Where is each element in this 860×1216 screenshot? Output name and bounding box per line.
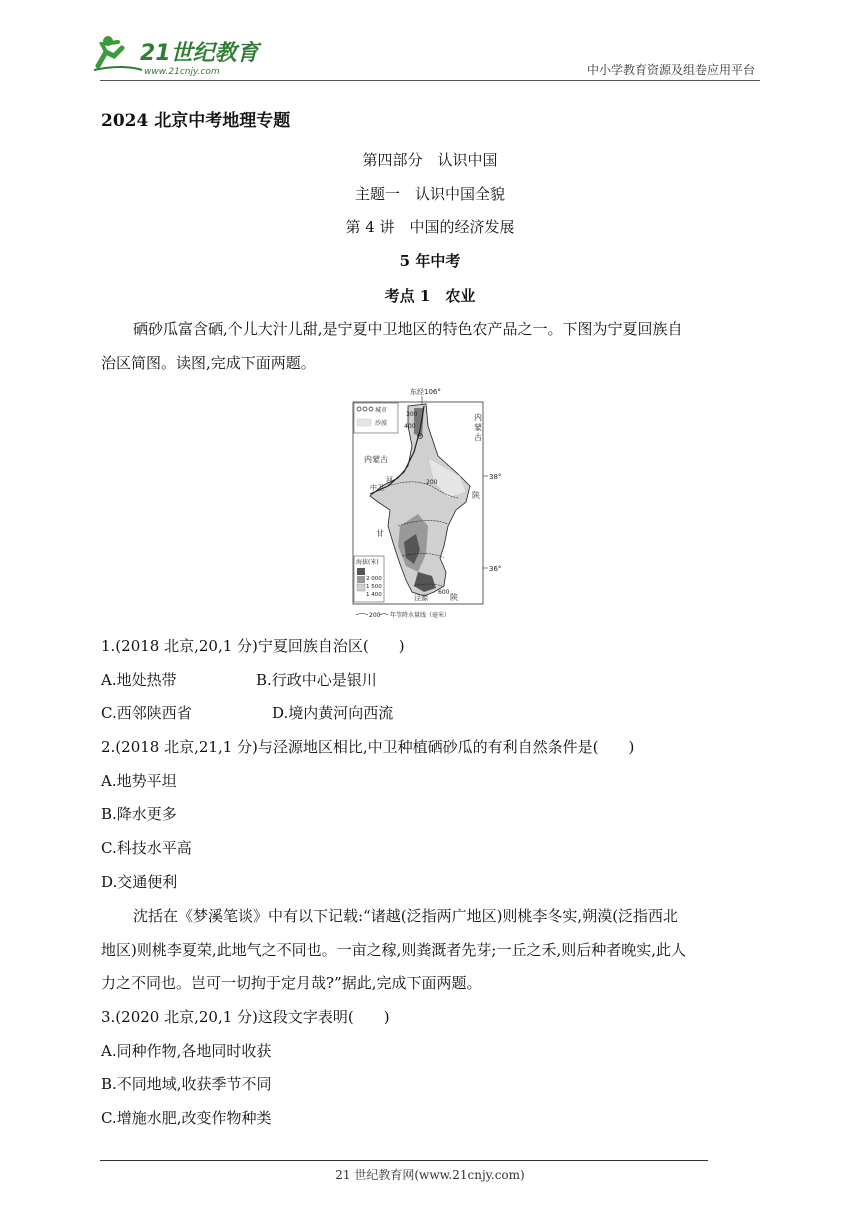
q2-option-d: D.交通便利 xyxy=(101,873,178,891)
iso-600: 600 xyxy=(438,589,450,596)
q3-option-a: A.同种作物,各地同时收获 xyxy=(101,1042,272,1060)
label-zhongwei: 中卫 xyxy=(370,484,384,492)
lecture-heading: 第 4 讲 中国的经济发展 xyxy=(345,218,515,236)
intro2-line3: 力之不同也。岂可一切拘于定月哉?”据此,完成下面两题。 xyxy=(101,974,482,992)
kaodian-heading: 考点 1 农业 xyxy=(384,287,476,305)
label-neimenggu-left: 内蒙古 xyxy=(364,455,388,464)
theme-heading: 主题一 认识中国全貌 xyxy=(354,185,505,203)
q1-option-c: C.西邻陕西省 xyxy=(101,704,192,722)
intro2-line2: 地区)则桃李夏荣,此地气之不同也。一亩之稼,则粪溉者先芽;一丘之禾,则后种者晚实,此人 xyxy=(101,941,686,959)
q1-stem: 1.(2018 北京,20,1 分)宁夏回族自治区( ) xyxy=(101,637,405,655)
q3-option-b: B.不同地域,收获季节不同 xyxy=(101,1075,272,1093)
legend-1500: 1 500 xyxy=(366,584,382,590)
q2-option-b: B.降水更多 xyxy=(101,805,177,823)
legend-city: 城市 xyxy=(375,407,388,414)
legend-2000: 2 000 xyxy=(366,576,382,582)
label-shan-2: 陕 xyxy=(450,593,458,602)
site-logo xyxy=(92,30,262,80)
footer-divider xyxy=(100,1160,708,1161)
iso-400: 400 xyxy=(404,423,416,430)
runner-icon xyxy=(94,36,142,70)
legend-isoline-200: 200 xyxy=(369,612,381,619)
q1-option-a: A.地处热带 xyxy=(101,671,177,689)
section-heading: 5 年中考 xyxy=(399,252,461,270)
map-lon-label: 东经106° xyxy=(410,388,441,396)
footer-text[interactable]: 21 世纪教育网(www.21cnjy.com) xyxy=(335,1168,525,1182)
q3-stem: 3.(2020 北京,20,1 分)这段文字表明( ) xyxy=(101,1008,390,1026)
label-huanghe: 河 xyxy=(386,476,393,484)
part-heading: 第四部分 认识中国 xyxy=(362,151,498,169)
iso-200: 200 xyxy=(426,479,438,486)
ningxia-map-figure xyxy=(348,386,508,622)
doc-title: 2024 北京中考地理专题 xyxy=(101,111,291,131)
header-tagline: 中小学教育资源及组卷应用平台 xyxy=(586,63,755,77)
q3-option-c: C.增施水肥,改变作物种类 xyxy=(101,1109,272,1127)
q2-option-a: A.地势平坦 xyxy=(101,772,177,790)
legend-1400: 1 400 xyxy=(366,592,382,598)
legend-isoline: 年等降水量线（毫米） xyxy=(390,612,451,619)
intro2-line1: 沈括在《梦溪笔谈》中有以下记载:“诸越(泛指两广地区)则桃李冬实,朔漠(泛指西北 xyxy=(133,907,679,925)
map-lat38: 38° xyxy=(489,473,502,481)
label-jingyuan: 泾源 xyxy=(414,594,428,602)
q1-option-b: B.行政中心是银川 xyxy=(256,671,377,689)
iso-300: 300 xyxy=(406,411,418,418)
label-gan: 甘 xyxy=(376,529,384,538)
legend-sand: 沙漠 xyxy=(375,420,388,427)
logo-text: 21世纪教育 xyxy=(140,41,259,66)
q2-option-c: C.科技水平高 xyxy=(101,839,192,857)
q1-option-d: D.境内黄河向西流 xyxy=(272,704,394,722)
q2-stem: 2.(2018 北京,21,1 分)与泾源地区相比,中卫种植硒砂瓜的有利自然条件是( ) xyxy=(101,738,635,756)
label-shan-1: 陕 xyxy=(472,491,480,500)
header-divider xyxy=(100,80,760,81)
logo-url: www.21cnjy.com xyxy=(144,67,220,77)
label-neimenggu-right: 内蒙古 xyxy=(474,413,482,442)
intro1-line1: 硒砂瓜富含硒,个儿大汁儿甜,是宁夏中卫地区的特色农产品之一。下图为宁夏回族自 xyxy=(133,320,683,338)
intro1-line2: 治区简图。读图,完成下面两题。 xyxy=(101,354,316,372)
legend-elev-title: 海拔(米) xyxy=(356,559,379,566)
map-lat36: 36° xyxy=(489,565,502,573)
